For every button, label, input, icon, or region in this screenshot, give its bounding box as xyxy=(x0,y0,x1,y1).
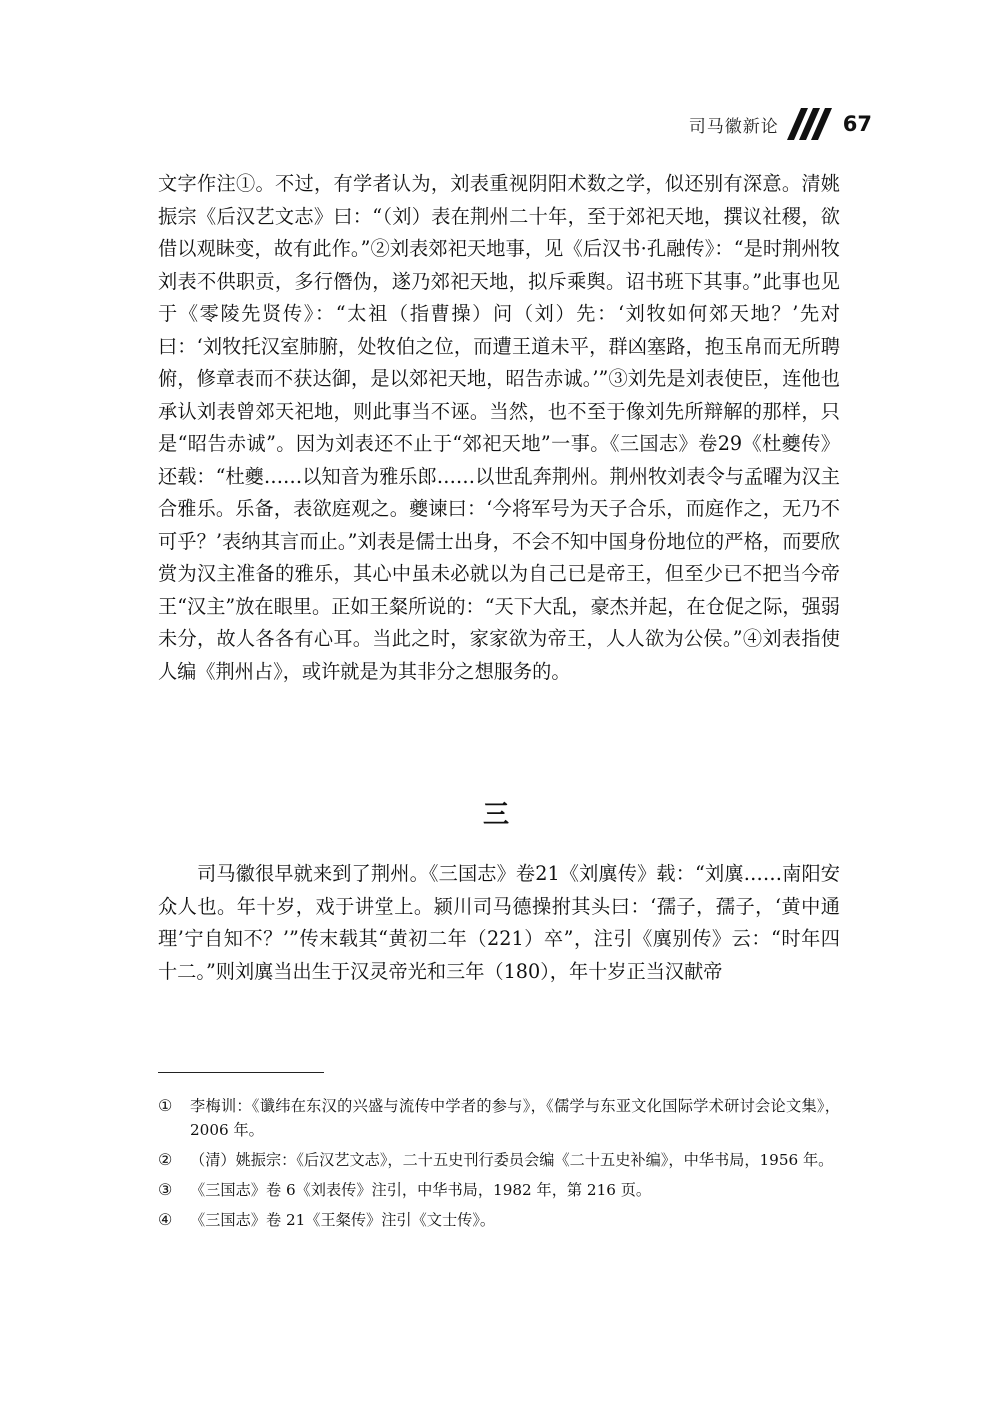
slash-ornament-icon xyxy=(787,106,835,142)
footnote-number: ④ xyxy=(158,1210,173,1229)
footnote-number: ③ xyxy=(158,1180,173,1199)
body-paragraph-1: 文字作注①。不过，有学者认为，刘表重视阴阳术数之学，似还别有深意。清姚振宗《后汉艺文志》曰：“（刘）表在荆州二十年，至于郊祀天地，撰议社稷，欲借以观眛变，故有此作。”②刘表郊祀天地事，见《后汉书·孔融传》：“是时荆州牧刘表不供职贡，多行僭伪，遂乃郊祀天地，拟斥乘舆。诏书班下其事。”此事也见于《零陵先贤传》：“太祖（指曹操）问（刘）先：‘刘牧如何郊天地？’先对曰：‘刘牧托汉室肺腑，处牧伯之位，而遭王道未平，群凶塞路，抱玉帛而无所聘俯，修章表而不获达御，是以郊祀天地，昭告赤诚。’”③刘先是刘表使臣，连他也承认刘表曾郊天祀地，则此事当不诬。当然，也不至于像刘先所辩解的那样，只是“昭告赤诚”。因为刘表还不止于“郊祀天地”一事。《三国志》卷29《杜夔传》还载：“杜夔……以知音为雅乐郎……以世乱奔荆州。荆州牧刘表令与孟曜为汉主合雅乐。乐备，表欲庭观之。夔谏曰：‘今将军号为天子合乐，而庭作之，无乃不可乎？’表纳其言而止。”刘表是儒士出身，不会不知中国身份地位的严格，而要欣赏为汉主准备的雅乐，其心中虽未必就以为自己已是帝王，但至少已不把当今帝王“汉主”放在眼里。正如王粲所说的：“天下大乱，豪杰并起，在仓促之际，强弱未分，故人各各有心耳。当此之时，家家欲为帝王，人人欲为公侯。”④刘表指使人编《荆州占》，或许就是为其非分之想服务的。 xyxy=(158,172,840,683)
page-number: 67 xyxy=(842,112,872,136)
footnote-divider xyxy=(158,1072,324,1073)
footnote-text: 《三国志》卷 6《刘表传》注引，中华书局，1982 年，第 216 页。 xyxy=(190,1181,652,1199)
footnote-item xyxy=(158,1178,840,1202)
body-paragraph-2: 司马徽很早就来到了荆州。《三国志》卷21《刘廙传》载：“刘廙……南阳安众人也。年十岁，戏于讲堂上。颍川司马德操拊其头曰：‘孺子，孺子，‘黄中通理’宁自知不？’”传末载其“黄初二年（221）卒”，注引《廙别传》云：“时年四十二。”则刘廙当出生于汉灵帝光和三年（180），年十岁正当汉献帝 xyxy=(158,862,840,983)
page-header xyxy=(689,104,872,144)
footnote-item xyxy=(158,1094,840,1142)
footnote-item xyxy=(158,1208,840,1232)
footnote-number: ① xyxy=(158,1096,173,1115)
footnote-text: 李梅训：《谶纬在东汉的兴盛与流传中学者的参与》，《儒学与东亚文化国际学术研讨会论文集》，2006 年。 xyxy=(190,1097,840,1139)
footnote-number: ② xyxy=(158,1150,173,1169)
footnote-text: （清）姚振宗：《后汉艺文志》，二十五史刊行委员会编《二十五史补编》，中华书局，1956 年。 xyxy=(190,1151,834,1169)
running-title: 司马徽新论 xyxy=(688,116,779,137)
footnote-text: 《三国志》卷 21《王粲传》注引《文士传》。 xyxy=(190,1211,496,1229)
section-heading: 三 xyxy=(482,800,509,830)
footnote-item xyxy=(158,1148,840,1172)
footnote-list xyxy=(158,1094,840,1238)
